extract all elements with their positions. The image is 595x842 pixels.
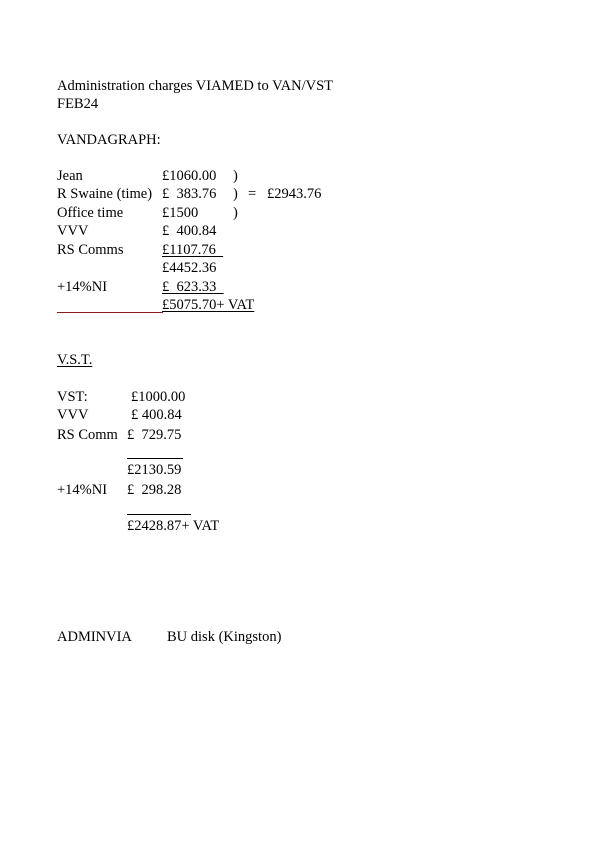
document-title: Administration charges VIAMED to VAN/VST: [57, 78, 334, 94]
vst-ni-label: +14%NI: [57, 482, 108, 498]
vst-row-amount: £1000.00: [131, 389, 186, 405]
vandagraph-row-label: Office time: [57, 205, 124, 221]
vandagraph-total: £5075.70+ VAT: [162, 297, 255, 313]
vst-subtotal: £2130.59: [127, 462, 182, 478]
vandagraph-row-bracket: ): [233, 168, 238, 184]
vandagraph-row-amount: £1500: [162, 205, 199, 221]
vandagraph-ni-amount: £ 623.33: [162, 279, 224, 295]
vst-row-label: RS Comm: [57, 427, 118, 443]
vandagraph-row-bracket: ): [233, 186, 238, 202]
vandagraph-row-label: Jean: [57, 168, 83, 184]
vandagraph-row-amount: £1060.00: [162, 168, 217, 184]
vst-heading: V.S.T.: [57, 352, 93, 368]
vst-row-amount: £ 729.75: [127, 427, 182, 443]
vandagraph-row-amount: £ 400.84: [162, 223, 217, 239]
vst-row-label: VST:: [57, 389, 88, 405]
vandagraph-row-label: RS Comms: [57, 242, 124, 258]
vandagraph-row-bracket: ): [233, 205, 238, 221]
document-date: FEB24: [57, 96, 99, 112]
vandagraph-ni-label: +14%NI: [57, 279, 108, 295]
vandagraph-heading: VANDAGRAPH:: [57, 132, 161, 148]
vandagraph-row-amount: £ 383.76: [162, 186, 217, 202]
vandagraph-row-label: R Swaine (time): [57, 186, 153, 202]
vandagraph-subtotal: £4452.36: [162, 260, 217, 276]
vst-sum-rule: [127, 458, 183, 459]
vandagraph-bracket-total: = £2943.76: [248, 186, 322, 202]
vst-ni-amount: £ 298.28: [127, 482, 182, 498]
vst-row-label: VVV: [57, 407, 89, 423]
vst-total: £2428.87+ VAT: [127, 518, 220, 534]
red-underline-rule: [57, 312, 163, 313]
footer-label: ADMINVIA: [57, 629, 132, 645]
vst-total-rule: [127, 514, 191, 515]
vst-row-amount: £ 400.84: [131, 407, 182, 423]
vandagraph-row-label: VVV: [57, 223, 89, 239]
vandagraph-row-amount: £1107.76: [162, 242, 224, 258]
footer-note: BU disk (Kingston): [167, 629, 282, 645]
